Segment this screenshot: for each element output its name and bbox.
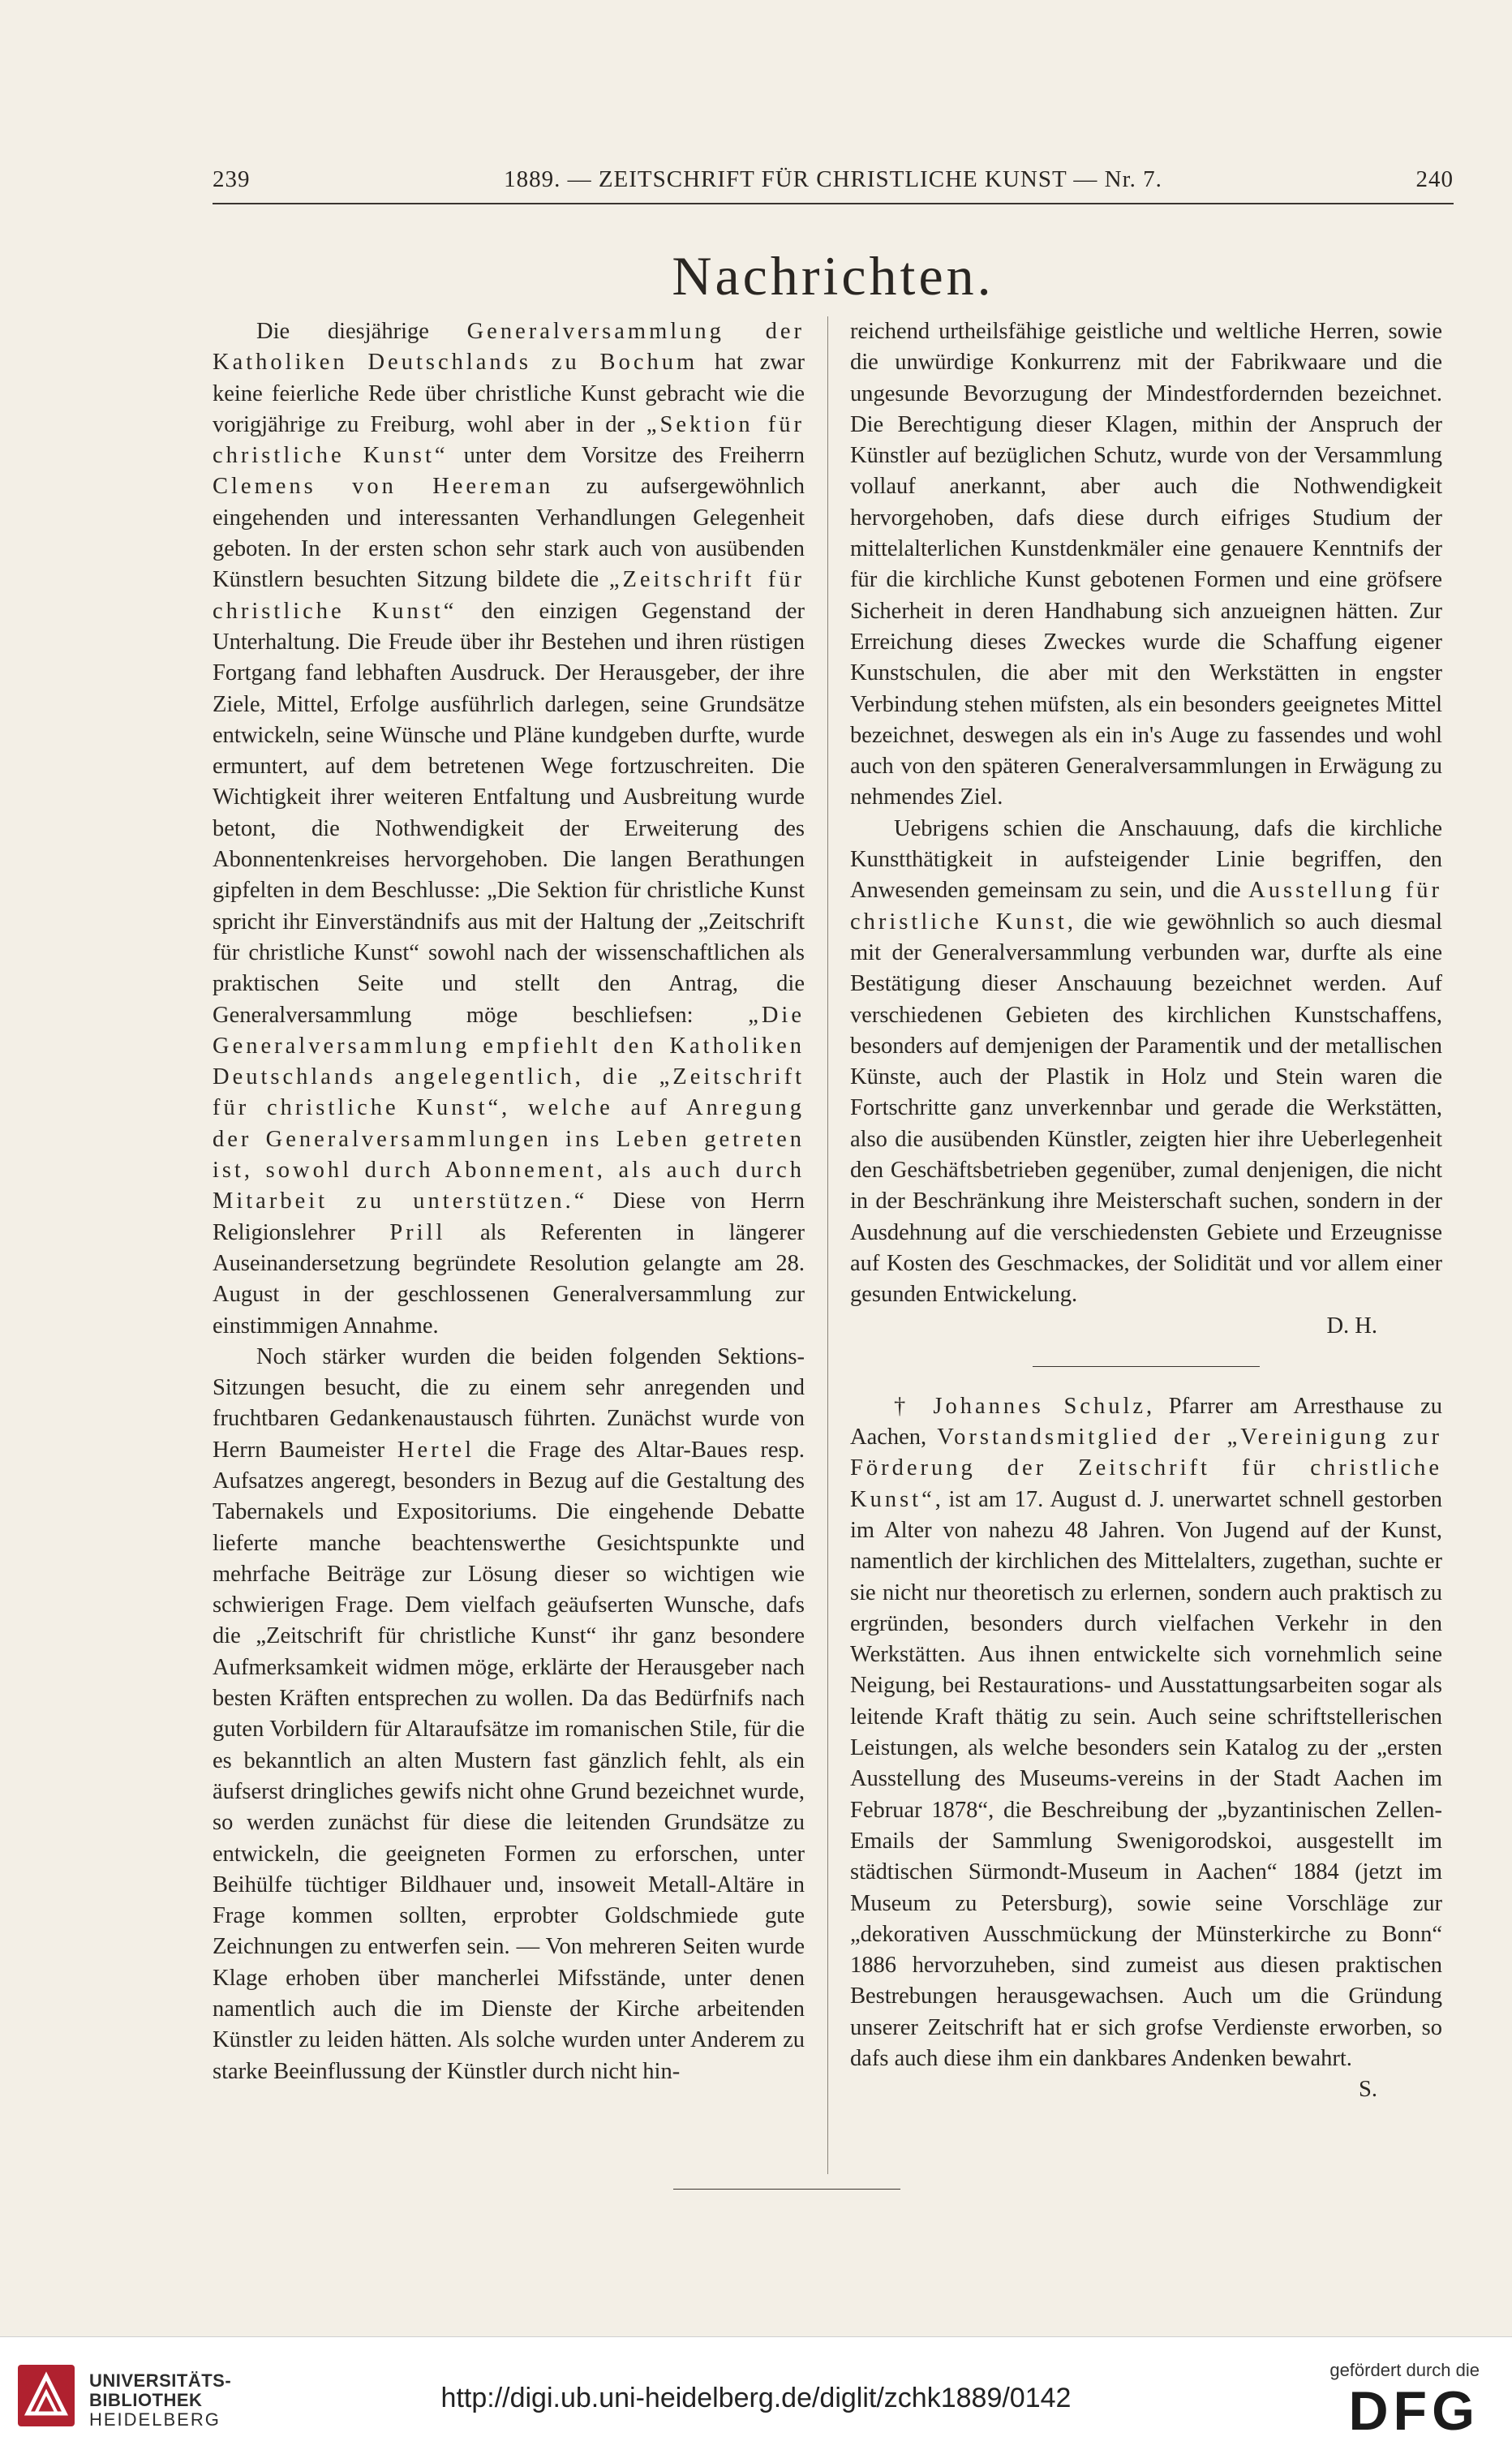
institution-line: HEIDELBERG (89, 2409, 221, 2430)
text-run: Noch stärker wurden die beiden folgenden Sektions-Sitzungen besucht, die zu einem sehr anregenden und fruchtbaren Gedankenaustausch führten. Zunächst wurde von Herrn Baumeister (213, 1343, 805, 1463)
spaced-text: „Die Generalversammlung empfiehlt den Katholiken Deutschlands angelegentlich, die „Zeitschrift für christliche Kunst“, welche auf Anregung der Generalversammlungen ins Leben getreten ist, sowohl durch Abonnement, als auch durch Mitarbeit zu unterstützen.“ (213, 1002, 805, 1214)
spaced-text: Vorstandsmitglied der „Vereinigung zur Förderung der Zeitschrift für christliche Kunst“ (850, 1425, 1443, 1512)
right-column (850, 316, 1442, 2106)
text-run: † (894, 1393, 934, 1419)
spaced-text: Prill (389, 1219, 446, 1245)
paragraph-continuation: reichend urtheilsfähige geistliche und weltliche Herren, sowie die unwürdige Konkurrenz mit der Fabrikwaare und die ungesunde Bevorzugung der Mindestfordernden bezeichnet. Die Berechtigung dieser Klagen, mithin der Anspruch der Künstler auf bezüglichen Schutz, wurde von der Versammlung vollauf anerkannt, aber auch die Nothwendigkeit hervorgehoben, dafs diese durch eifriges Studium der mittelalterlichen Kunstdenkmäler eine genauere Kenntnifs der für die kirchliche Kunst gebotenen Formen und eine gröfsere Sicherheit in deren Handhabung sich anzueignen hätten. Zur Erreichung dieses Zweckes wurde die Schaffung eigener Kunstschulen, die aber mit den Werkstätten in engster Verbindung stehen müfsten, als ein besonders geeignetes Mittel bezeichnet, deswegen als ein in's Auge zu fassendes und wohl auch von den späteren Generalversammlungen in Erwägung zu nehmendes Ziel. (850, 319, 1442, 810)
spaced-text: „Sektion für christliche Kunst“ (213, 411, 805, 469)
institution-line: UNIVERSITÄTS- (89, 2370, 232, 2391)
text-run: hat zwar keine feierliche Rede über christliche Kunst gebracht wie die vorigjährige zu Freiburg, wohl aber in der (213, 350, 805, 437)
section-title: Nachrichten. (672, 245, 994, 307)
paragraph-anschauung (850, 814, 1442, 1311)
institution-line: BIBLIOTHEK (89, 2390, 203, 2410)
left-column (213, 316, 805, 2087)
funding-notice (1269, 2360, 1480, 2442)
spaced-text: Johannes Schulz (933, 1393, 1147, 1419)
spaced-text: „Zeitschrift für christliche Kunst“ (213, 567, 805, 624)
text-run: unter dem Vorsitze des Freiherrn (448, 443, 805, 469)
journal-title: 1889. — ZEITSCHRIFT FÜR CHRISTLICHE KUNST — Nr. 7. (504, 166, 1162, 192)
text-run: Die diesjährige (256, 319, 467, 344)
paragraph-obituary-schulz (850, 1391, 1442, 2075)
text-run: den einzigen Gegenstand der Unterhaltung. Die Freude über ihr Bestehen und ihren rüstigen Fortgang fand lebhaften Ausdruck. Der Herausgeber, der ihre Ziele, Mittel, Erfolge ausführlich darlegen, seine Grundsätze entwickeln, seine Wünsche und Pläne kundgeben durfte, wurde ermuntert, auf dem betretenen Wege fortzuschreiten. Die Wichtigkeit ihrer weiteren Entfaltung und Ausbreitung wurde betont, die Nothwendigkeit der Erweiterung des Abonnentenkreises hervorgehoben. Die langen Berathungen gipfelten in dem Beschlusse: „Die Sektion für christliche Kunst spricht ihr Einverständnifs aus mit der Haltung der „Zeitschrift für christliche Kunst“ sowohl nach der wissenschaftlichen als praktischen Seite und stellt den Antrag, die Generalversammlung möge beschliefsen: (213, 598, 805, 1028)
separator-rule (1033, 1366, 1260, 1367)
digitization-footer (0, 2336, 1512, 2454)
paragraph-generalversammlung (213, 316, 805, 1342)
text-run: Uebrigens schien die Anschauung, dafs die kirchliche Kunstthätigkeit in aufsteigender Linie begriffen, den Anwesenden gemeinsam zu sein, und die (850, 815, 1442, 904)
page-number-left: 239 (213, 166, 251, 192)
text-run: die Frage des Altar-Baues resp. Aufsatzes angeregt, besonders in Bezug auf die Gestaltung des Tabernakels und Expositoriums. Die eingehende Debatte lieferte manche beachtenswerthe Gesichtspunkte und mehrfache Beiträge zur Lösung dieser so wichtigen wie schwierigen Frage. Dem vielfach geäufserten Wunsche, dafs die „Zeitschrift für christliche Kunst“ ihr ganz besondere Aufmerksamkeit widmen möge, erklärte der Herausgeber nach besten Kräften entsprechen zu wollen. Da das Bedürfnifs nach guten Vorbildern für Altaraufsätze im romanischen Stile, für die es bekanntlich an alten Mustern fast gänzlich fehlt, als ein äufserst dringliches gewifs nicht ohne Grund bezeichnet wurde, so werden zunächst für diese die leitenden Grundsätze zu entwickeln, die geeigneten Formen zu erforschen, unter Beihülfe tüchtiger Bildhauer und, insoweit Metall-Altäre in Frage kommen sollten, erprobter Goldschmiede gute Zeichnungen zu entwerfen sein. — Von mehreren Seiten wurde Klage erhoben über mancherlei Mifsstände, unter denen namentlich auch die im Dienste der Kirche arbeitenden Künstler zu leiden hätten. Als solche wurden unter Anderem zu starke Beeinflussung der Künstler durch nicht hin- (213, 1437, 805, 2084)
text-run: zu aufsergewöhnlich eingehenden und interessanten Verhandlungen Gelegenheit geboten. In der ersten schon sehr stark auch von ausübenden Künstlern besuchten Sitzung bildete die (213, 474, 805, 593)
spaced-text: Generalversammlung der Katholiken Deutschlands zu Bochum (213, 319, 805, 376)
column-divider (827, 316, 828, 2174)
header-rule (213, 203, 1454, 204)
text-run: , die wie gewöhnlich so auch diesmal mit der Generalversammlung verbunden war, durfte als eine Bestätigung dieser Anschauung bezeichnet werden. Auf verschiedenen Gebieten des kirchlichen Kunstschaffens, besonders auf demjenigen der Paramentik und der metallischen Künste, auch der Plastik in Holz und Stein waren die Fortschritte ganz unverkennbar und gerade die Werkstätten, also die ausübenden Künstler, zeigten hier ihre Ueberlegenheit den Geschäftsbetrieben gegenüber, zumal denjenigen, die nicht in der Beschränkung ihre Meisterschaft suchen, sondern in der Ausdehnung auf die verschiedensten Gebiete und Erzeugnisse auf Kosten des Geschmackes, der Solidität und vor allem einer gesunden Entwickelung. (850, 909, 1442, 1308)
text-run: , ist am 17. August d. J. unerwartet schnell gestorben im Alter von nahezu 48 Jahren. Von Jugend auf der Kunst, namentlich der kirchlichen des Mittelalters, zugethan, suchte er sie nicht nur theoretisch zu erlernen, sondern auch praktisch zu ergründen, besonders durch vielfachen Verkehr in den Werkstätten. Aus ihnen entwickelte sich vornehmlich seine Neigung, bei Restaurations- und Ausstattungsarbeiten sogar als leitende Kraft thätig zu sein. Auch seine schriftstellerischen Leistungen, als welche besonders sein Katalog zu der „ersten Ausstellung des Museums-vereins in der Stadt Aachen im Februar 1878“, die Beschreibung der „byzantinischen Zellen-Emails der Sammlung Swenigorodskoi, ausgestellt im städtischen Sürmondt-Museum in Aachen“ 1884 (jetzt im Museum zu Petersburg), sowie seine Vorschläge zur „dekorativen Ausschmückung der Münsterkirche zu Bonn“ 1886 hervorzuheben, sind zumeist aus diesen praktischen Bestrebungen herausgewachsen. Auch um die Gründung unserer Zeitschrift hat er sich grofse Verdienste erworben, so dafs auch diese ihm ein dankbares Andenken bewahrt. (850, 1486, 1442, 2072)
running-head (213, 166, 1454, 207)
dfg-logo: DFG (1348, 2380, 1480, 2442)
text-run: , Pfarrer am Arresthause zu Aachen, (850, 1393, 1442, 1450)
spaced-text: Hertel (397, 1437, 475, 1463)
signature-s: S. (1359, 2077, 1377, 2103)
permalink-url[interactable]: http://digi.ub.uni-heidelberg.de/diglit/zchk1889/0142 (440, 2383, 1072, 2413)
paragraph-sektions-sitzungen (213, 1342, 805, 2087)
bottom-rule (673, 2189, 900, 2190)
page-number-right: 240 (1415, 166, 1454, 192)
spaced-text: Ausstellung für christliche Kunst (850, 878, 1442, 935)
funding-label: gefördert durch die (1329, 2360, 1480, 2380)
signature-dh: D. H. (1326, 1313, 1377, 1339)
text-run: als Referenten in längerer Auseinandersetzung begründete Resolution gelangte am 28. August in der geschlossenen Generalversammlung zur einstimmigen Annahme. (213, 1219, 805, 1339)
spaced-text: Clemens von Heereman (213, 474, 554, 500)
text-run: Diese von Herrn Religionslehrer (213, 1188, 805, 1245)
